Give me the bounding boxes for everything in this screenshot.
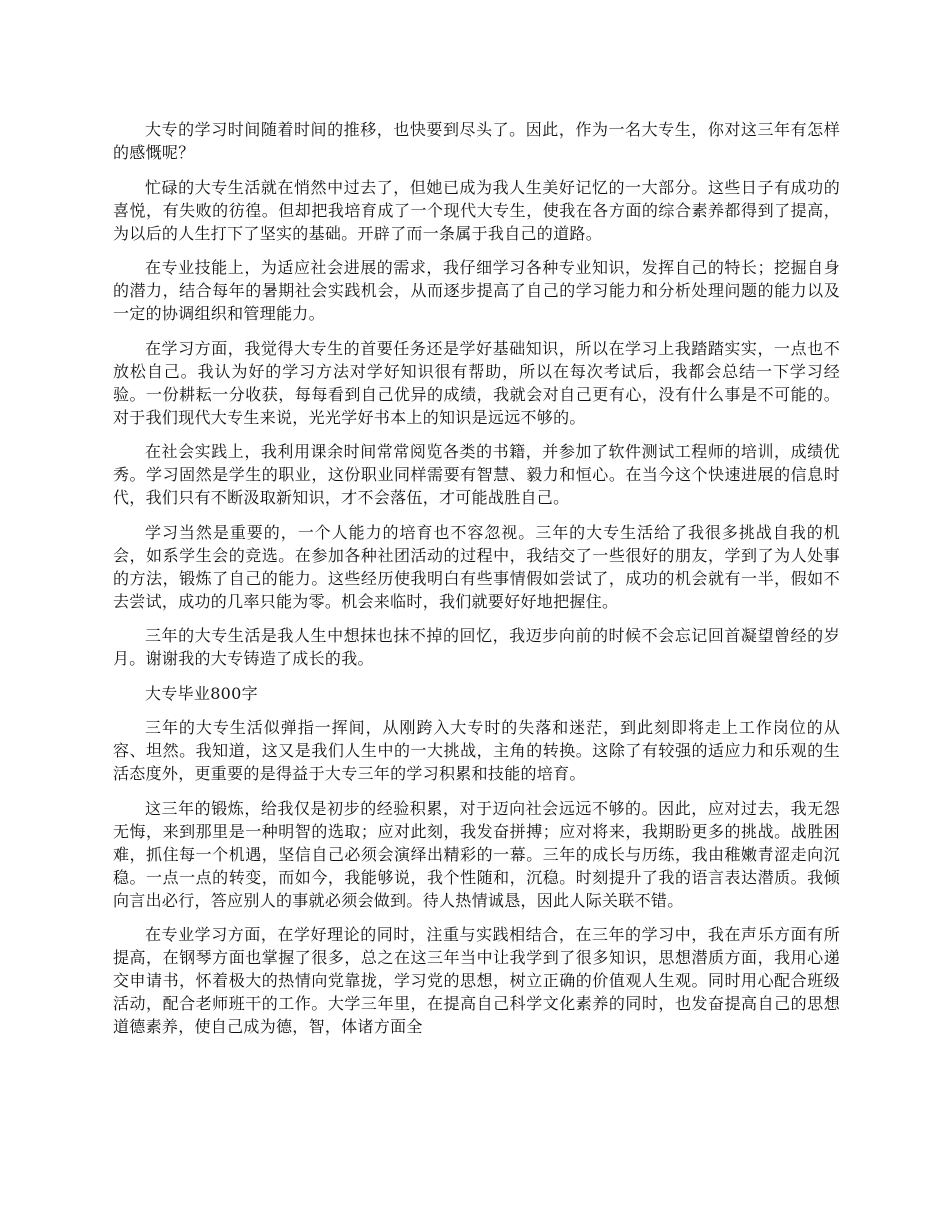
paragraph-study: 在学习方面，我觉得大专生的首要任务还是学好基础知识，所以在学习上我踏踏实实，一点也不放松自己。我认为好的学习方法对学好知识很有帮助，所以在每次考试后，我都会总结一下学习经验。一份耕耘一分收获，每每看到自己优异的成绩，我就会对自己更有心，没有什么事是不可能的。对于我们现代大专生来说，光光学好书本上的知识是远远不够的。 [113, 338, 840, 427]
paragraph-memories: 三年的大专生活是我人生中想抹也抹不掉的回忆，我迈步向前的时候不会忘记回首凝望曾经的岁月。谢谢我的大专铸造了成长的我。 [113, 626, 840, 668]
document-body [113, 118, 840, 1050]
paragraph-ability-training: 学习当然是重要的，一个人能力的培育也不容忽视。三年的大专生活给了我很多挑战自我的机会，如系学生会的竞选。在参加各种社团活动的过程中，我结交了一些很好的朋友，学到了为人处事的方法，锻炼了自己的能力。这些经历使我明白有些事情假如尝试了，成功的机会就有一半，假如不去尝试，成功的几率只能为零。机会来临时，我们就要好好地把握住。 [113, 522, 840, 611]
paragraph-social-practice: 在社会实践上，我利用课余时间常常阅览各类的书籍，并参加了软件测试工程师的培训，成绩优秀。学习固然是学生的职业，这份职业同样需要有智慧、毅力和恒心。在当今这个快速进展的信息时代，我们只有不断汲取新知识，才不会落伍，才可能战胜自己。 [113, 442, 840, 507]
paragraph-three-years: 三年的大专生活似弹指一挥间，从刚跨入大专时的失落和迷茫，到此刻即将走上工作岗位的从容、坦然。我知道，这又是我们人生中的一大挑战，主角的转换。这除了有较强的适应力和乐观的生活态度外，更重要的是得益于大专三年的学习积累和技能的培育。 [113, 718, 840, 783]
paragraph-busy-life: 忙碌的大专生活就在悄然中过去了，但她已成为我人生美好记忆的一大部分。这些日子有成功的喜悦，有失败的彷徨。但却把我培育成了一个现代大专生，使我在各方面的综合素养都得到了提高，为以后的人生打下了坚实的基础。开辟了而一条属于我自己的道路。 [113, 177, 840, 243]
paragraph-professional-skills: 在专业技能上，为适应社会进展的需求，我仔细学习各种专业知识，发挥自己的特长；挖掘自身的潜力，结合每年的暑期社会实践机会，从而逐步提高了自己的学习能力和分析处理问题的能力以及一定的协调组织和管理能力。 [113, 258, 840, 323]
section-heading: 大专毕业800字 [145, 683, 258, 703]
paragraph-training-experience: 这三年的锻炼，给我仅是初步的经验积累，对于迈向社会远远不够的。因此，应对过去，我无怨无悔，来到那里是一种明智的选取；应对此刻，我发奋拼搏；应对将来，我期盼更多的挑战。战胜困难，抓住每一个机遇，坚信自己必须会演绎出精彩的一幕。三年的成长与历练，我由稚嫩青涩走向沉稳。一点一点的转变，而如今，我能够说，我个性随和，沉稳。时刻提升了我的语言表达潜质。我倾向言出必行，答应别人的事就必须会做到。待人热情诚恳，因此人际关联不错。 [113, 798, 840, 910]
paragraph-professional-study: 在专业学习方面，在学好理论的同时，注重与实践相结合，在三年的学习中，我在声乐方面有所提高，在钢琴方面也掌握了很多，总之在这三年当中让我学到了很多知识，思想潜质方面，我用心递交申请书，怀着极大的热情向党靠拢，学习党的思想，树立正确的价值观人生观。同时用心配合班级活动，配合老师班干的工作。大学三年里，在提高自己科学文化素养的同时，也发奋提高自己的思想道德素养，使自己成为德，智，体诸方面全 [113, 925, 840, 1036]
paragraph-intro: 大专的学习时间随着时间的推移，也快要到尽头了。因此，作为一名大专生，你对这三年有怎样的感慨呢？ [113, 120, 840, 162]
